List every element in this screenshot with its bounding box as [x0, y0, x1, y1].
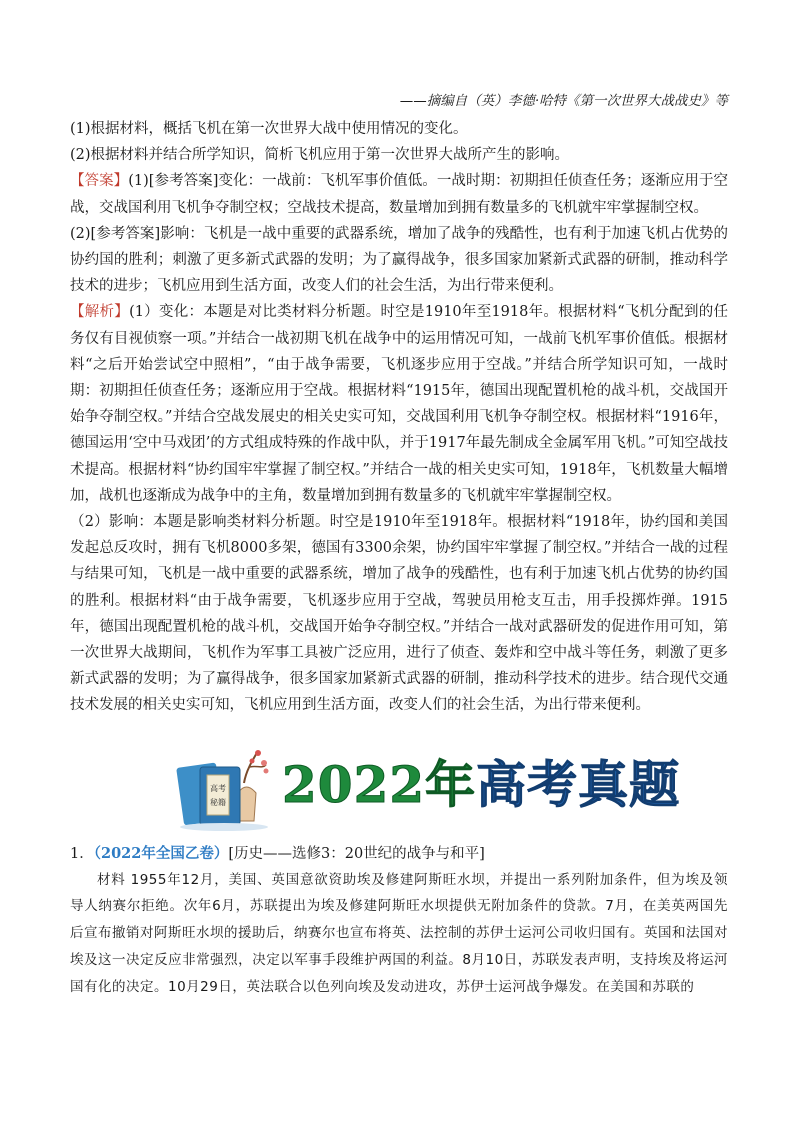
banner-title [282, 755, 680, 815]
book-cover-text-2: 秘籍 [210, 797, 226, 807]
question-material: 材料 1955年12月，美国、英国意欲资助埃及修建阿斯旺水坝，并提出一系列附加条件，但为埃及领导人纳赛尔拒绝。次年6月，苏联提出为埃及修建阿斯旺水坝提供无附加条件的贷款。7月，在美英两国先后宣布撤销对阿斯旺水坝的援助后，纳赛尔也宣布将英、法控制的苏伊士运河公司收归国有。英国和法国对埃及这一决定反应非常强烈，决定以军事手段维护两国的利益。8月10日，苏联发表声明，支持埃及将运河国有化的决定。10月29日，英法联合以色列向埃及发动进攻，苏伊士运河战争爆发。在美国和苏联的 [70, 871, 728, 995]
analysis-part-1-text: (1）变化：本题是对比类材料分析题。时空是1910年至1918年。根据材料“飞机分配到的任务仅有目视侦察一项。”并结合一战初期飞机在战争中的运用情况可知，一战前飞机军事价值低。根据材料“之后开始尝试空中照相”，“由于战争需要，飞机逐步应用于空战。”并结合所学知识可知，一战时期：初期担任侦查任务；逐渐应用于空战。根据材料“1915年，德国出现配置机枪的战斗机，交战国开始争夺制空权。”并结合空战发展史的相关史实可知，交战国利用飞机争夺制空权。根据材料“1916年，德国运用‘空中马戏团’的方式组成特殊的作战中队，并于1917年最先制成全金属军用飞机。”可知空战技术提高。根据材料“协约国牢牢掌握了制空权。”并结合一战的相关史实可知，1918年，飞机数量大幅增加，战机也逐渐成为战争中的主角，数量增加到拥有数量多的飞机就牢牢掌握制空权。 [70, 304, 728, 504]
question-2: (2)根据材料并结合所学知识，简析飞机应用于第一次世界大战所产生的影响。 [70, 147, 570, 164]
question-heading [70, 841, 728, 867]
answer-part-1 [70, 168, 728, 220]
source-citation: ——摘编自（英）李德·哈特《第一次世界大战战史》等 [399, 93, 728, 109]
banner-title-text: 高考真题 [476, 754, 681, 814]
answer-part-2: (2)[参考答案]影响：飞机是一战中重要的武器系统，增加了战争的残酷性，也有利于加速飞机占优势的协约国的胜利；刺激了更多新式武器的发明；为了赢得战争，很多国家加紧新式武器的研制，推动科学技术的进步；飞机应用到生活方面，改变人们的社会生活，为出行带来便利。 [70, 225, 728, 295]
answer-label: 【答案】 [70, 173, 129, 190]
analysis-part-2: （2）影响：本题是影响类材料分析题。时空是1910年至1918年。根据材料“1918年，协约国和美国发起总反攻时，拥有飞机8000多架，德国有3300余架，协约国牢牢掌握了制空权。”并结合一战的过程与结果可知，飞机是一战中重要的武器系统，增加了战争的残酷性，也有利于加速飞机占优势的协约国的胜利。根据材料“由于战争需要，飞机逐步应用于空战，驾驶员用枪支互击，用手投掷炸弹。1915年，德国出现配置机枪的战斗机，交战国开始争夺制空权。”并结合一战对武器研发的促进作用可知，第一次世界大战期间，飞机作为军事工具被广泛应用，进行了侦查、轰炸和空中战斗等任务，刺激了更多新式武器的发明；为了赢得战争，很多国家加紧新式武器的研制，推动科学技术的进步。结合现代交通技术发展的相关史实可知，飞机应用到生活方面，改变人们的社会生活，为出行带来便利。 [70, 514, 728, 714]
content-area [70, 92, 728, 1001]
question-number: 1． [70, 845, 94, 862]
answer-part-1-text: (1)[参考答案]变化：一战前：飞机军事价值低。一战时期：初期担任侦查任务；逐渐应用于空战，交战国利用飞机争夺制空权；空战技术提高，数量增加到拥有数量多的飞机就牢牢掌握制空权。 [70, 173, 729, 216]
question-1: (1)根据材料，概括飞机在第一次世界大战中使用情况的变化。 [70, 121, 468, 137]
question-topic: [历史——选修3：20世纪的战争与和平] [228, 845, 485, 862]
books-icon [174, 743, 274, 833]
book-cover-text-1: 高考 [210, 783, 226, 793]
analysis-label: 【解析】 [70, 304, 130, 321]
exam-tag: （2022年全国乙卷） [93, 844, 229, 862]
section-banner [70, 737, 728, 837]
analysis-part-1 [70, 299, 728, 509]
banner-year: 2022年 [282, 754, 477, 814]
